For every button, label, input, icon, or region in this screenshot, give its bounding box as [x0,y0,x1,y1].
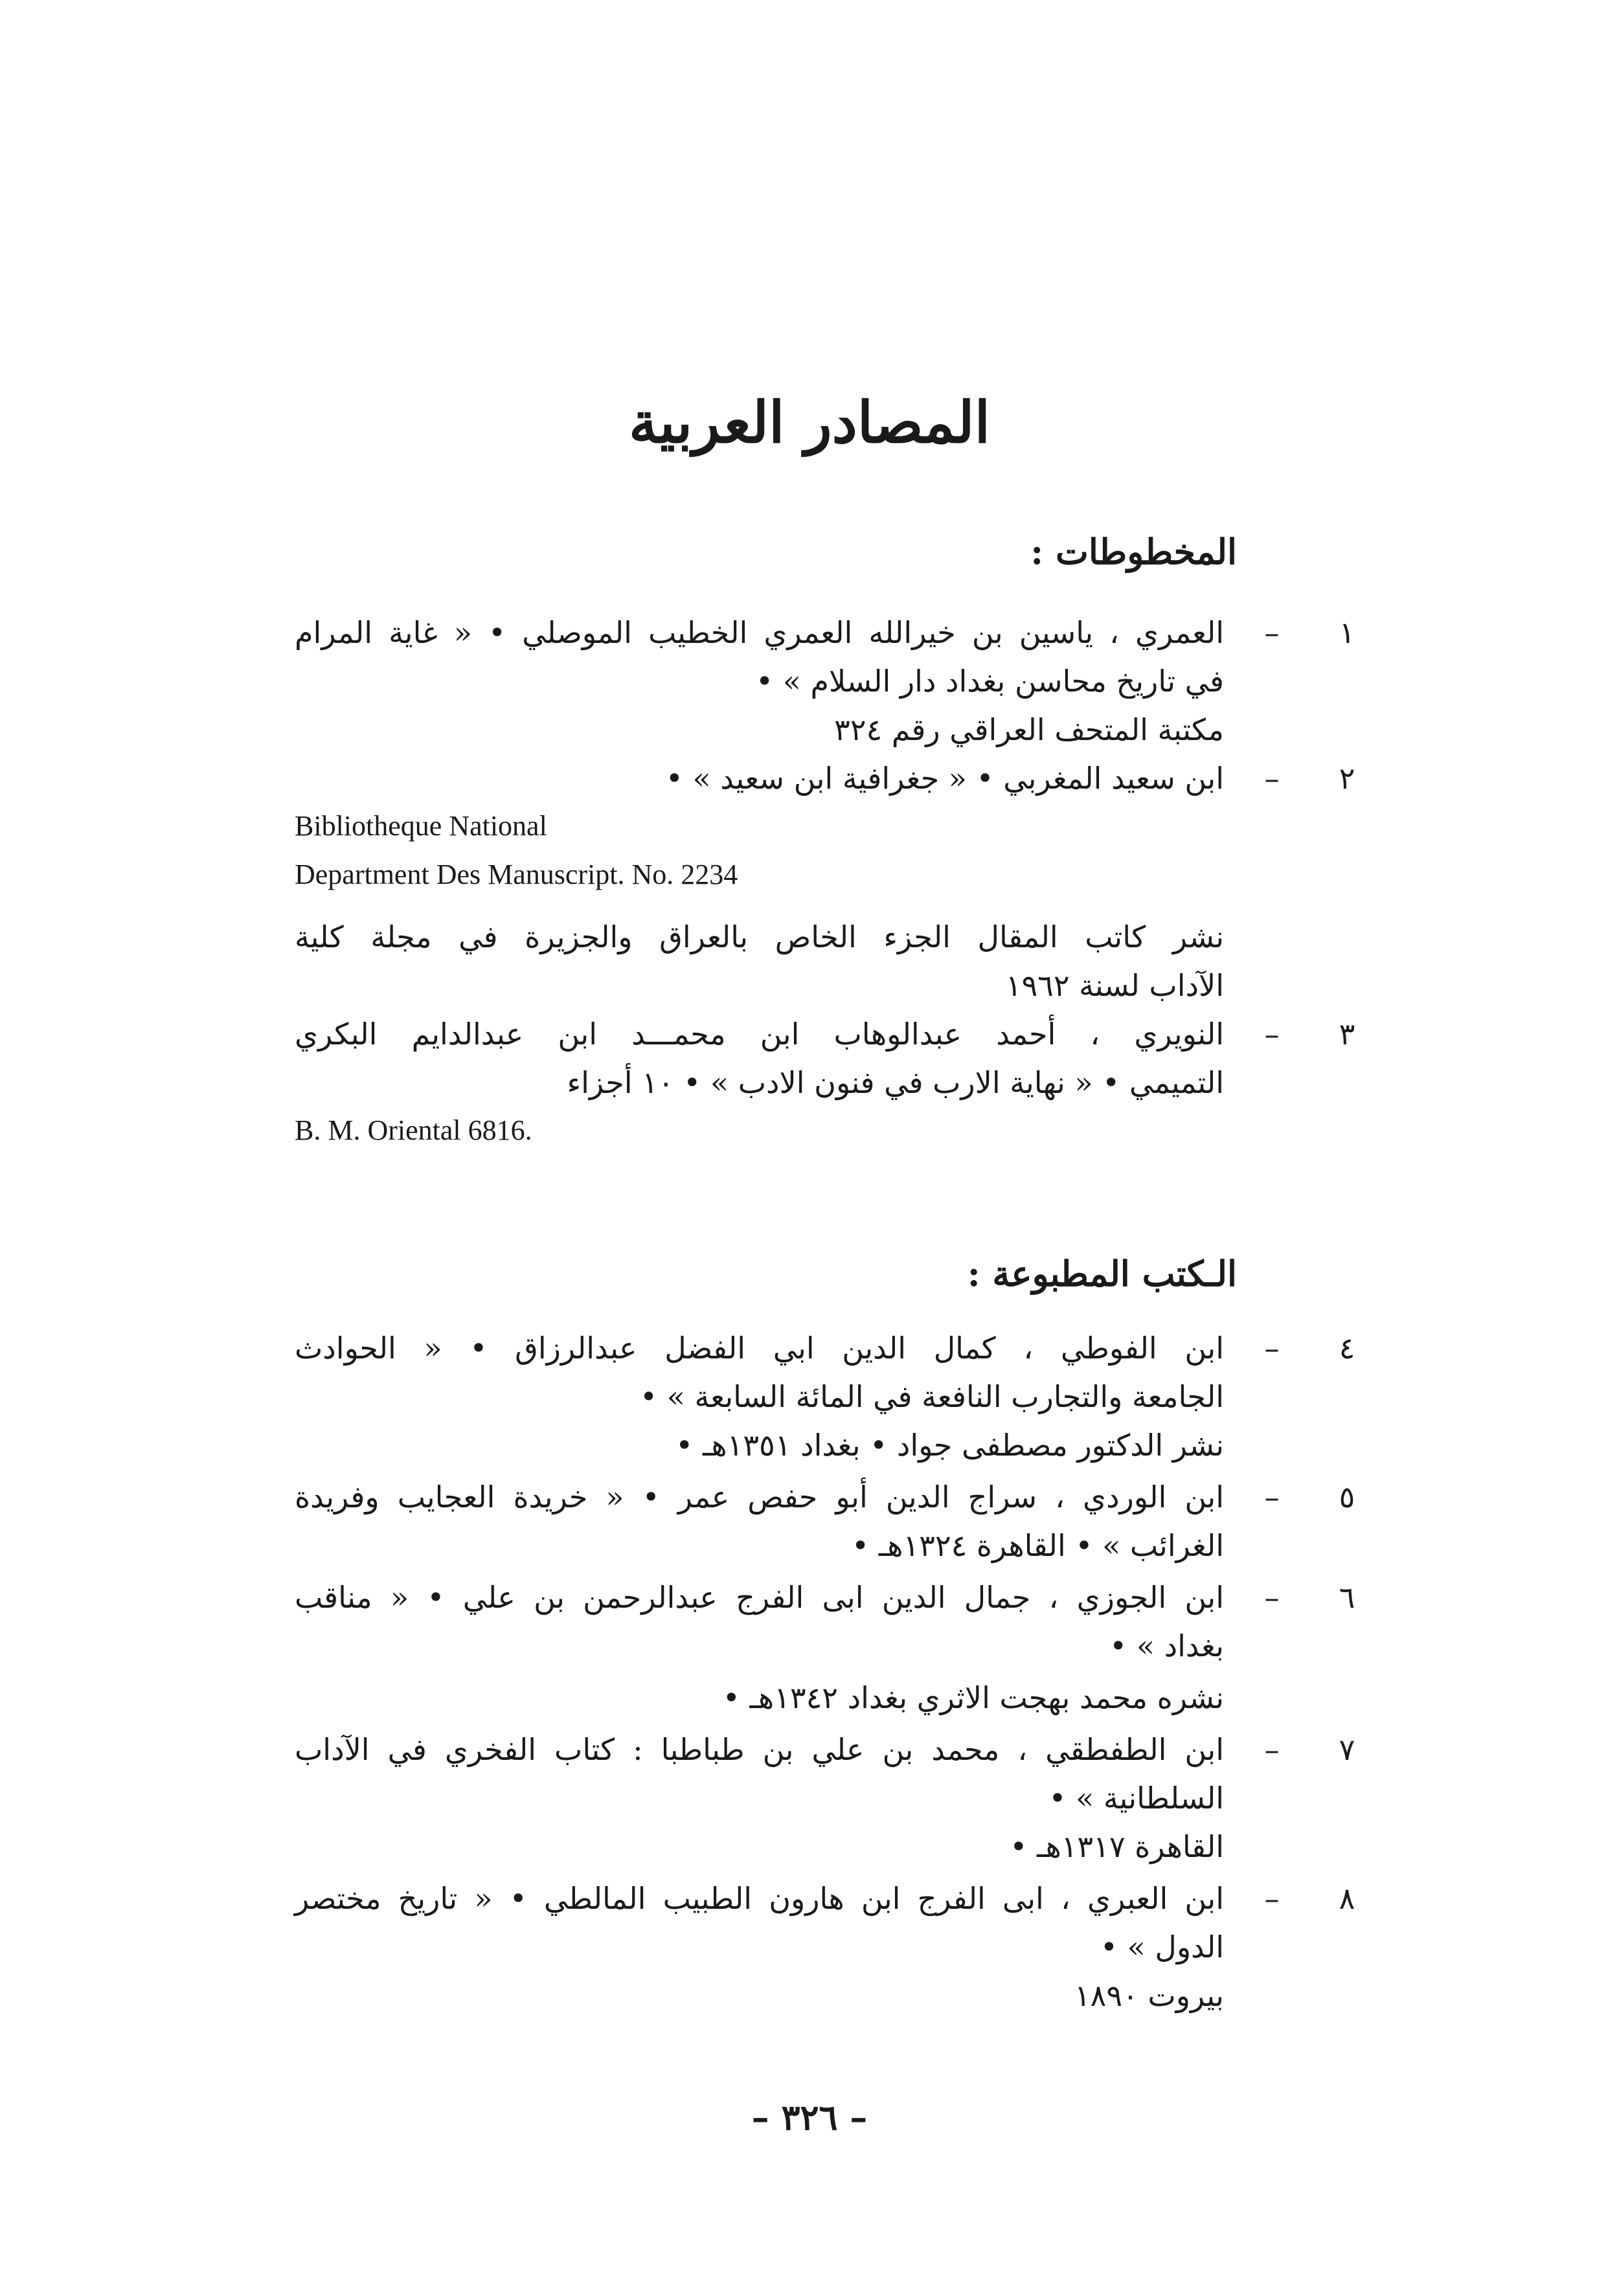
entry-line: ابن الفوطي ، كمال الدين ابي الفضل عبدالرزاق • « الحوادث [295,1331,1224,1366]
entry-line: الآداب لسنة ١٩٦٢ [1005,968,1224,1003]
entry-line: العمري ، ياسين بن خيرالله العمري الخطيب الموصلي • « غاية المرام [295,615,1224,650]
entry-line: بغداد » • [1109,1628,1224,1663]
entry-number: ٧ [1339,1732,1355,1767]
entry-number: ٤ [1339,1331,1355,1366]
entry-line: السلطانية » • [1048,1781,1224,1816]
entry-line: الدول » • [1100,1930,1224,1964]
entry-line: الجامعة والتجارب النافعة في المائة السابعة » • [640,1379,1224,1414]
entry-line: ابن الجوزي ، جمال الدين ابى الفرج عبدالرحمن بن علي • « مناقب [295,1580,1224,1615]
entry-line: في تاريخ محاسن بغداد دار السلام » • [755,664,1224,699]
latin-line: B. M. Oriental 6816. [295,1114,532,1146]
entry-line: ابن الطفطقي ، محمد بن علي بن طباطبا : كتاب الفخري في الآداب [295,1732,1224,1767]
entry-number: ٣ [1339,1017,1355,1052]
page-number: – ٣٢٦ – [751,2097,868,2138]
entry-dash: – [1264,1881,1280,1916]
entry-line: نشر كاتب المقال الجزء الخاص بالعراق والجزيرة في مجلة كلية [295,919,1224,954]
entry-line: القاهرة ١٣١٧هـ • [1010,1829,1224,1864]
entry-dash: – [1264,1480,1280,1514]
entry-number: ١ [1339,615,1355,650]
entry-line: ابن العبري ، ابى الفرج ابن هارون الطبيب المالطي • « تاريخ مختصر [295,1881,1224,1916]
entry-line: مكتبة المتحف العراقي رقم ٣٢٤ [834,712,1224,747]
entry-number: ٨ [1339,1881,1355,1916]
entry-dash: – [1264,1732,1280,1767]
section-heading-printed: الـكتب المطبوعة : [967,1253,1237,1294]
entry-number: ٦ [1339,1580,1355,1615]
entry-line: نشر الدكتور مصطفى جواد • بغداد ١٣٥١هـ • [675,1428,1224,1463]
entry-line: التميمي • « نهاية الارب في فنون الادب » • ١٠ أجزاء [567,1065,1224,1100]
entry-dash: – [1264,615,1280,650]
entry-dash: – [1264,1331,1280,1366]
entry-dash: – [1264,761,1280,796]
entry-line: ابن سعيد المغربي • « جغرافية ابن سعيد » • [665,761,1224,796]
entry-dash: – [1264,1580,1280,1615]
entry-line: نشره محمد بهجت الاثري بغداد ١٣٤٢هـ • [722,1680,1224,1715]
entry-dash: – [1264,1017,1280,1052]
entry-number: ٥ [1339,1480,1355,1514]
latin-line: Department Des Manuscript. No. 2234 [295,859,738,890]
entry-line: ابن الوردي ، سراج الدين أبو حفص عمر • « خريدة العجايب وفريدة [295,1480,1224,1514]
entry-line: بيروت ١٨٩٠ [1074,1978,1224,2013]
entry-number: ٢ [1339,761,1355,796]
latin-line: Bibliotheque National [295,810,547,842]
section-heading-manuscripts: المخطوطات : [1030,531,1237,572]
entry-line: النويري ، أحمد عبدالوهاب ابن محمـــد ابن عبدالدايم البكري [295,1017,1224,1052]
page-title: المصادر العربية [628,388,991,456]
entry-line: الغرائب » • القاهرة ١٣٢٤هـ • [851,1528,1224,1563]
